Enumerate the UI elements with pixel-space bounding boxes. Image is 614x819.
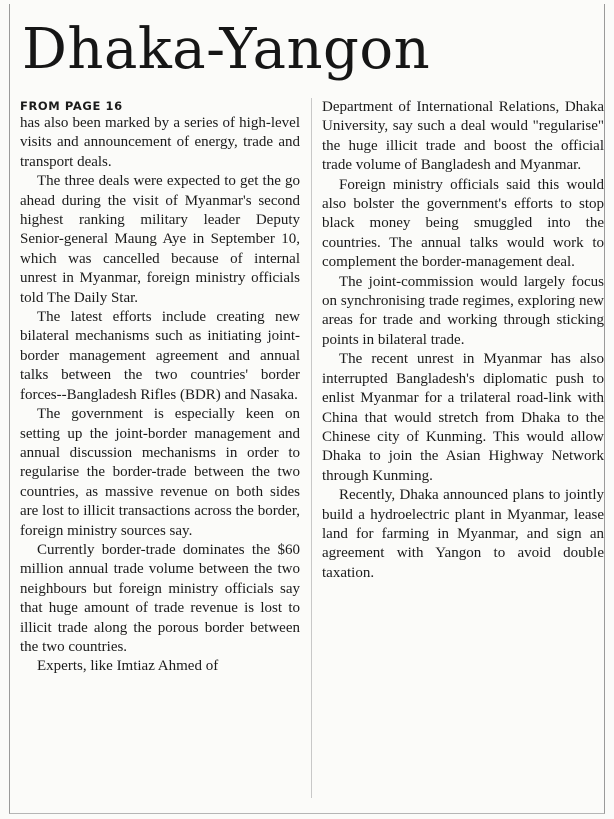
- paragraph: The three deals were expected to get the go ahead during the visit of Myanmar's second highest ranking military leader Deputy Senior-general Maung Aye in September 10, which was cancelled because of internal unrest in Myanmar, foreign ministry officials told The Daily Star.: [20, 173, 300, 306]
- paragraph: has also been marked by a series of high-level visits and announcement of energy, trade and transport deals.: [20, 115, 300, 170]
- paragraph: Department of International Relations, Dhaka University, say such a deal would "regularise" the huge illicit trade and boost the official trade volume of Bangladesh and Myanmar.: [322, 99, 604, 174]
- paragraph: The latest efforts include creating new bilateral mechanisms such as initiating joint-border management agreement and annual talks between the two countries' border forces--Bangladesh Rifles (BDR) and Nasaka.: [20, 309, 300, 403]
- paragraph: Currently border-trade dominates the $60 million annual trade volume between the two neighbours but foreign ministry officials say that huge amount of trade revenue is lost to illicit trade along the porous border between the two countries.: [20, 541, 300, 655]
- continuation-kicker: FROM PAGE 16: [20, 99, 123, 113]
- column-divider: [311, 98, 312, 798]
- paragraph: The government is especially keen on setting up the joint-border management and annual discussion mechanisms in order to regularise the border-trade between the two countries, as massive revenue on both sides are lost to illicit transactions across the border, foreign ministry sources say.: [20, 406, 300, 539]
- paragraph: The joint-commission would largely focus on synchronising trade regimes, exploring new areas for trade and working through sticking points in bilateral trade.: [322, 273, 604, 348]
- article-column-right: [322, 98, 604, 583]
- paragraph: Foreign ministry officials said this would also bolster the government's efforts to stop black money being smuggled into the countries. The annual talks would work to complement the border-management deal.: [322, 176, 604, 271]
- paragraph: Experts, like Imtiaz Ahmed of: [37, 658, 219, 675]
- headline: Dhaka-Yangon: [22, 17, 431, 82]
- paragraph: Recently, Dhaka announced plans to jointly build a hydroelectric plant in Myanmar, lease land for farming in Myanmar, and sign an agreement with Yangon to avoid double taxation.: [322, 487, 604, 581]
- paragraph: The recent unrest in Myanmar has also interrupted Bangladesh's diplomatic push to enlist Myanmar for a trilateral road-link with China that would stretch from Dhaka to the Chinese city of Kunming. This would allow Dhaka to join the Asian Highway Network through Kunming.: [322, 351, 604, 484]
- article-column-left: [20, 98, 300, 677]
